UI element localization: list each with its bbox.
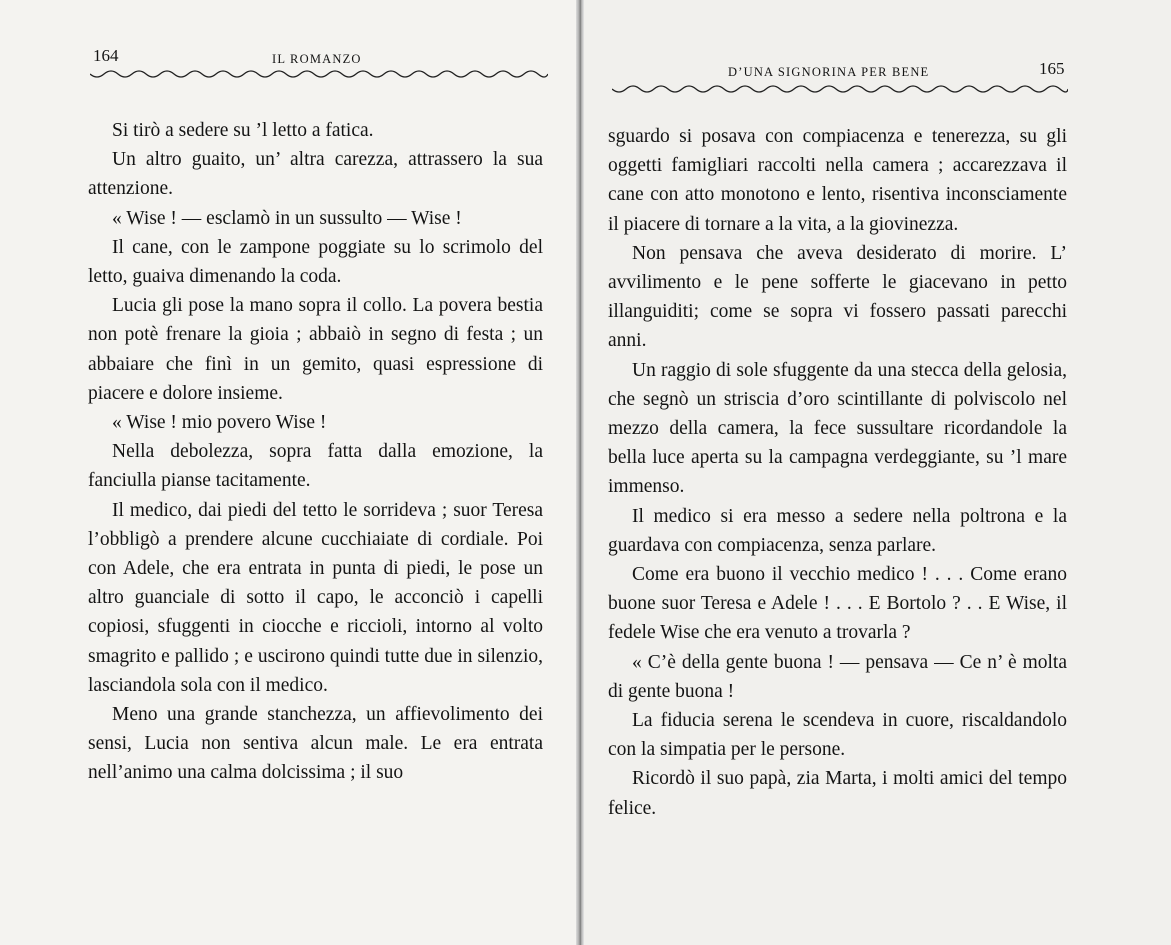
paragraph: Non pensava che aveva desiderato di morire. L’ avvilimento e le pene sofferte le giacevano in petto illanguiditi; come se sopra vi fossero passati parecchi anni. (608, 242, 1067, 352)
left-page (0, 0, 580, 945)
right-running-head (580, 57, 1171, 87)
right-page (580, 0, 1171, 945)
paragraph: Lucia gli pose la mano sopra il collo. La povera bestia non potè frenare la gioia ; abbaiò in segno di festa ; un abbaiare che finì in un gemito, quasi espressione di piacere e dolore insieme. (88, 295, 543, 404)
right-running-title: D’UNA SIGNORINA PER BENE (728, 65, 930, 79)
right-page-number: 165 (1039, 59, 1065, 78)
paragraph: Un raggio di sole sfuggente da una stecca della gelosia, che segnò un striscia d’oro scintillante di polviscolo nel mezzo della camera, la fece sussultare ricordandole la bella luce aperta su la campagna verdeggiante, su ’l mare immenso. (608, 359, 1067, 498)
paragraph: Ricordò il suo papà, zia Marta, i molti amici del tempo felice. (608, 768, 1067, 819)
right-body-text (608, 122, 1067, 823)
left-body-text (88, 116, 543, 788)
paragraph: « C’è della gente buona ! — pensava — Ce n’ è molta di gente buona ! (608, 651, 1067, 702)
paragraph: sguardo si posava con compiacenza e tenerezza, su gli oggetti famigliari raccolti nella camera ; accarezzava il cane con atto monotono e lento, risentiva inconsciamente il piacere di tornare a la vita, a la giovinezza. (608, 126, 1067, 235)
right-wavy-rule (612, 85, 1068, 97)
left-running-title: IL ROMANZO (272, 52, 362, 66)
paragraph: Un altro guaito, un’ altra carezza, attrassero la sua attenzione. (88, 149, 543, 200)
left-page-number: 164 (93, 46, 119, 65)
paragraph: Il cane, con le zampone poggiate su lo scrimolo del letto, guaiva dimenando la coda. (88, 236, 543, 288)
paragraph: Il medico si era messo a sedere nella poltrona e la guardava con compiacenza, senza parlare. (608, 505, 1067, 556)
book-gutter (576, 0, 584, 945)
paragraph: Come era buono il vecchio medico ! . . . Come erano buone suor Teresa e Adele ! . . . E Bortolo ? . . E Wise, il fedele Wise che era venuto a trovarla ? (608, 564, 1067, 644)
paragraph: Si tirò a sedere su ’l letto a fatica. (112, 120, 374, 141)
paragraph: Il medico, dai piedi del tetto le sorrideva ; suor Teresa l’obbligò a prendere alcune cucchiaiate di cordiale. Poi con Adele, che era entrata in punta di piedi, le pose un altro guanciale di sotto il capo, le acconciò i capelli copiosi, sfuggenti in ciocche e riccioli, intorno al volto smagrito e pallido ; e uscirono quindi tutte due in silenzio, lasciandola sola con il medico. (88, 499, 543, 696)
left-wavy-rule (90, 70, 548, 82)
paragraph: Meno una grande stanchezza, un affievolimento dei sensi, Lucia non sentiva alcun male. Le era entrata nell’animo una calma dolcissima ; il suo (88, 704, 543, 784)
paragraph: La fiducia serena le scendeva in cuore, riscaldandolo con la simpatia per le persone. (608, 710, 1067, 761)
paragraph: « Wise ! — esclamò in un sussulto — Wise ! (112, 207, 462, 229)
paragraph: Nella debolezza, sopra fatta dalla emozione, la fanciulla pianse tacitamente. (88, 441, 543, 492)
paragraph: « Wise ! mio povero Wise ! (112, 412, 327, 434)
